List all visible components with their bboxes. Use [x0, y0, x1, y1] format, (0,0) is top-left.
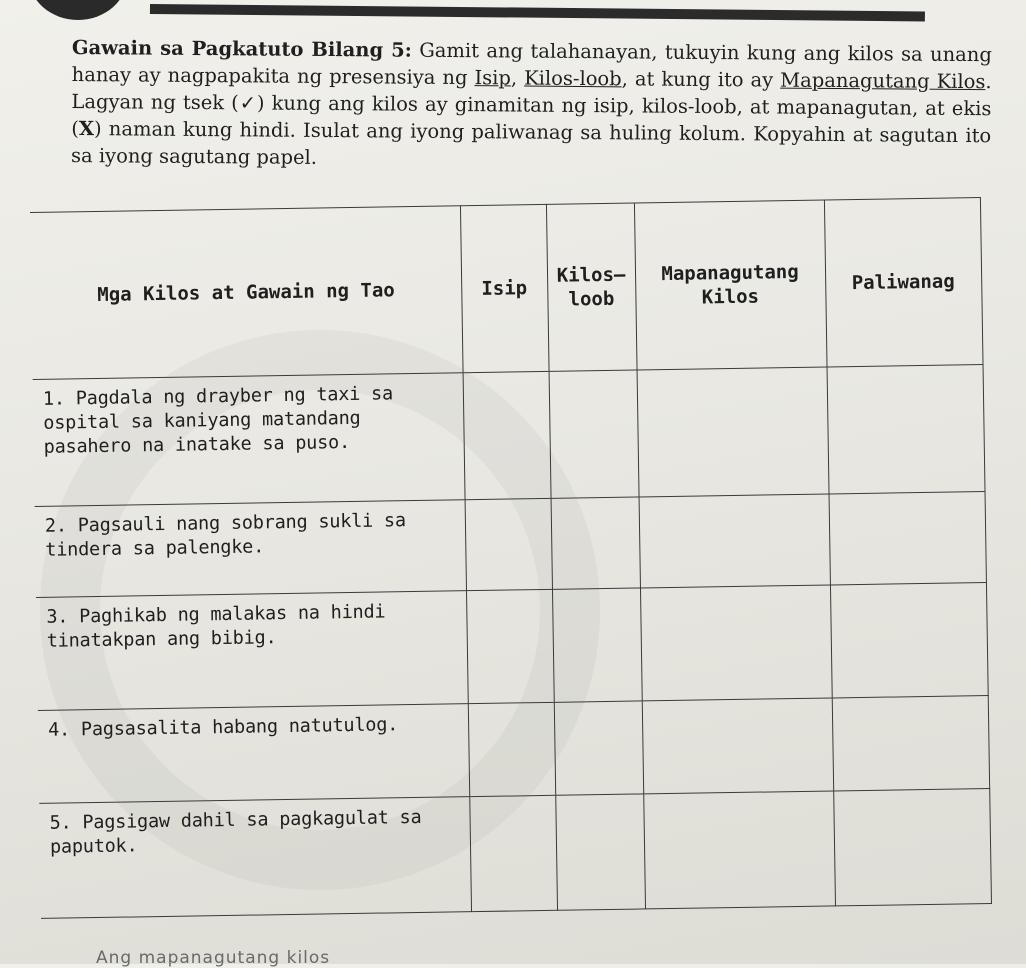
table-row: [35, 492, 986, 598]
term-isip: Isip: [474, 66, 512, 90]
cell-mapanagutang: [639, 494, 830, 588]
cell-kilos-loob: [552, 588, 642, 702]
table-row: [33, 365, 985, 507]
term-mapanagutang-kilos: Mapanagutang Kilos: [780, 68, 986, 94]
row-kilos-text: 5. Pagsigaw dahil sa pagkagulat sa paputok.: [39, 797, 471, 919]
cell-kilos-loob: [549, 370, 639, 498]
header-paliwanag: Paliwanag: [824, 198, 983, 367]
row-kilos-text: 1. Pagdala ng drayber ng taxi sa ospital sa kaniyang matandang pasahero na inatake sa puso.: [33, 373, 465, 507]
table-header-row: [30, 198, 983, 380]
cell-isip: [466, 589, 554, 703]
cell-kilos-loob: [551, 497, 640, 589]
cell-paliwanag: [832, 696, 989, 791]
header-kilos: Mga Kilos at Gawain ng Tao: [30, 206, 463, 380]
top-rule: [150, 4, 925, 21]
instructions-text-4: ) naman kung hindi. Isulat ang iyong paliwanag sa huling kolum. Kopyahin at sagutan ito sa iyong sagutang papel.: [70, 117, 992, 169]
term-kilos-loob: Kilos-loob: [524, 66, 622, 91]
instructions-text-2: , at kung ito ay: [621, 67, 781, 92]
table-row: [36, 583, 988, 711]
cell-mapanagutang: [643, 791, 835, 909]
cell-mapanagutang: [642, 698, 833, 794]
header-mapanagutang-kilos: Mapanagutang Kilos: [634, 200, 827, 370]
cell-paliwanag: [829, 492, 986, 585]
cell-isip: [469, 795, 557, 911]
cell-isip: [463, 371, 551, 499]
header-isip: Isip: [460, 204, 549, 372]
ekis-symbol: X: [78, 117, 95, 141]
header-kilos-loob: Kilos–loob: [546, 203, 637, 371]
table-row: [38, 696, 989, 804]
cell-paliwanag: [827, 365, 985, 494]
activity-instructions: [71, 34, 992, 176]
cell-kilos-loob: [555, 794, 645, 910]
activity-table: [30, 197, 991, 919]
instructions-separator: ,: [510, 66, 525, 90]
cell-mapanagutang: [637, 367, 829, 497]
row-kilos-text: 3. Paghikab ng malakas na hindi tinatakpan ang bibig.: [36, 591, 468, 711]
cell-isip: [465, 498, 552, 590]
instructions-text-1: Gamit ang talahanayan, tukuyin kung ang kilos sa unang hanay ay nagpapakita ng presensiya ng: [71, 38, 992, 90]
cell-paliwanag: [833, 789, 991, 906]
instructions-text-3: . Lagyan ng tsek (✓) kung ang kilos ay ginamitan ng isip, kilos-loob, at mapanagutan, at ekis (: [71, 70, 992, 141]
row-kilos-text: 2. Pagsauli nang sobrang sukli sa tindera sa palengke.: [35, 500, 466, 598]
footer-partial-text: Ang mapanagutang kilos: [96, 948, 331, 968]
cell-mapanagutang: [640, 585, 832, 701]
cell-paliwanag: [830, 583, 988, 698]
cell-kilos-loob: [554, 701, 643, 795]
cell-isip: [468, 702, 555, 796]
activity-heading: Gawain sa Pagkatuto Bilang 5:: [71, 35, 412, 62]
row-kilos-text: 4. Pagsasalita habang natutulog.: [38, 704, 469, 804]
corner-decoration: [28, 0, 128, 20]
table-row: [39, 789, 991, 919]
activity-table-wrapper: [30, 197, 996, 919]
